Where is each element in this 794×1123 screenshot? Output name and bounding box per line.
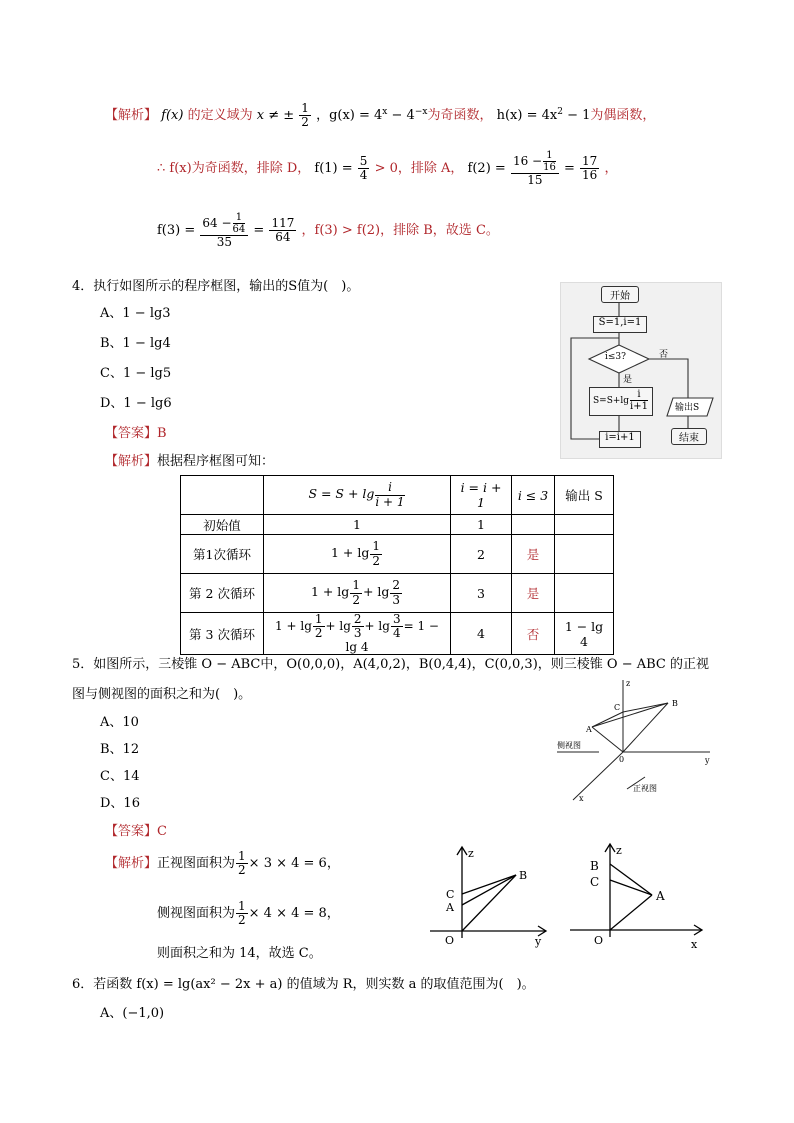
q5-option-b: B、12 [100,742,140,757]
fc-no: 否 [659,350,669,360]
table-row: 第 3 次循环 1 + lg $\frac{1}{2}$ + lg $\frac{2}{3}$ + lg $\frac{3}{4}$ = 1 − lg 4 4 否 1 − lg 4 [181,613,614,655]
q5-3d-figure [555,675,715,805]
table-row: 第1次循环 1 + lg $\frac{1}{2}$ 2 是 [181,535,614,574]
q4-flowchart [560,282,722,459]
side-c: C [590,875,600,889]
front-b: B [519,869,528,882]
q6-option-a: A、(−1,0) [100,1006,165,1021]
front-o: O [445,934,455,947]
q5-stem-line1: 5．如图所示，三棱锥 O − ABC中，O(0,0,0)，A(4,0,2)，B(0,4,4)，C(0,0,3)，则三棱锥 O − ABC 的正视 [72,657,709,672]
fx-text: f(x) [161,108,184,124]
fc-output: 输出S [675,403,700,413]
fc-start: 开始 [601,286,639,303]
h-def: h(x) = 4x [496,108,558,124]
fig3d-z: z [626,679,631,688]
g-def: ，g(x) = 4 [316,108,383,124]
q4-analysis: 【解析】根据程序框图可知： [105,454,275,469]
q5-front-view-figure [428,843,550,953]
analysis-label: 【解析】 [105,108,158,124]
q4-stem: 4．执行如图所示的程序框图，输出的S值为( )。 [72,279,360,294]
table-row: 初始值 1 1 [181,515,614,535]
front-a: A [446,901,454,914]
q6-stem: 6．若函数 f(x) = lg(ax² − 2x + a) 的值域为 R，则实数 a 的取值范围为( )。 [72,977,535,992]
fig3d-b: B [672,699,678,708]
x-ne-text: x ≠ ± [256,108,295,124]
fc-end: 结束 [671,428,707,445]
fc-init: S=1,i=1 [593,316,647,333]
q4-option-b: B、1 − lg4 [100,336,171,351]
fig3d-y: y [705,756,710,765]
side-a: A [656,889,665,903]
fig3d-a: A [586,725,592,734]
fig3d-front-view: 正视图 [633,784,657,793]
q5-option-d: D、16 [100,796,140,811]
q4-option-a: A、1 − lg3 [100,306,171,321]
q4-answer: 【答案】B [105,426,167,441]
prev-analysis-line3: f(3) = 64 − $\frac{1}{64}$ 35 = $\frac{117}{64}$ ，f(3) > f(2)，排除 B，故选 C。 [157,212,499,249]
half-fraction: $\frac{1}{2}$ [301,101,309,130]
q4-table [180,475,614,655]
table-row: 第 2 次循环 1 + lg $\frac{1}{2}$ + lg $\frac{2}{3}$ 3 是 [181,574,614,613]
q5-analysis-line2: 侧视图面积为 $\frac{1}{2}$ × 4 × 4 = 8， [157,899,340,928]
fig3d-x: x [579,794,584,803]
side-b: B [590,859,599,873]
q5-analysis-line3: 则面积之和为 14，故选 C。 [157,946,322,961]
q5-side-view-figure [568,840,708,952]
front-y: y [535,935,542,948]
fc-cond: i≤3? [605,352,626,362]
table-header-row: S = S + lg $\frac{i}{i + 1}$ i = i + 1 i ≤ 3 输出 S [181,476,614,515]
q5-answer: 【答案】C [105,824,167,839]
prev-analysis-line1: 【解析】 f(x) 的定义域为 x ≠ ± $\frac{1}{2}$ ，$g(x) = 4^x - 4^{-x}$为奇函数， $h(x) = 4x^2 - 1$为偶函数， [105,101,656,130]
fc-body: S=S+lg $\frac{i}{i+1}$ [589,387,653,416]
prev-analysis-line2: ∴ f(x)为奇函数，排除 D， f(1) = $\frac{5}{4}$ > 0，排除 A， f(2) = 16 − $\frac{1}{16}$ 15 = $\frac{17}{16}$ ， [157,150,618,187]
fig3d-o: 0 [619,755,625,764]
fig3d-c: C [614,703,621,712]
fc-incr: i=i+1 [599,431,641,448]
domain-text: 的定义域为 [187,108,253,124]
q5-option-c: C、14 [100,769,140,784]
side-z: z [616,844,622,857]
front-z: z [468,847,474,860]
fig3d-side-view: 侧视图 [557,741,581,750]
q5-analysis-line1: 【解析】正视图面积为 $\frac{1}{2}$ × 3 × 4 = 6， [105,849,340,878]
fc-yes: 是 [623,375,633,385]
side-o: O [594,934,604,947]
front-c: C [446,888,455,901]
q4-option-d: D、1 − lg6 [100,396,172,411]
q5-option-a: A、10 [100,715,139,730]
q5-stem-line2: 图与侧视图的面积之和为( )。 [72,687,252,702]
q4-option-c: C、1 − lg5 [100,366,172,381]
side-x: x [691,938,698,951]
